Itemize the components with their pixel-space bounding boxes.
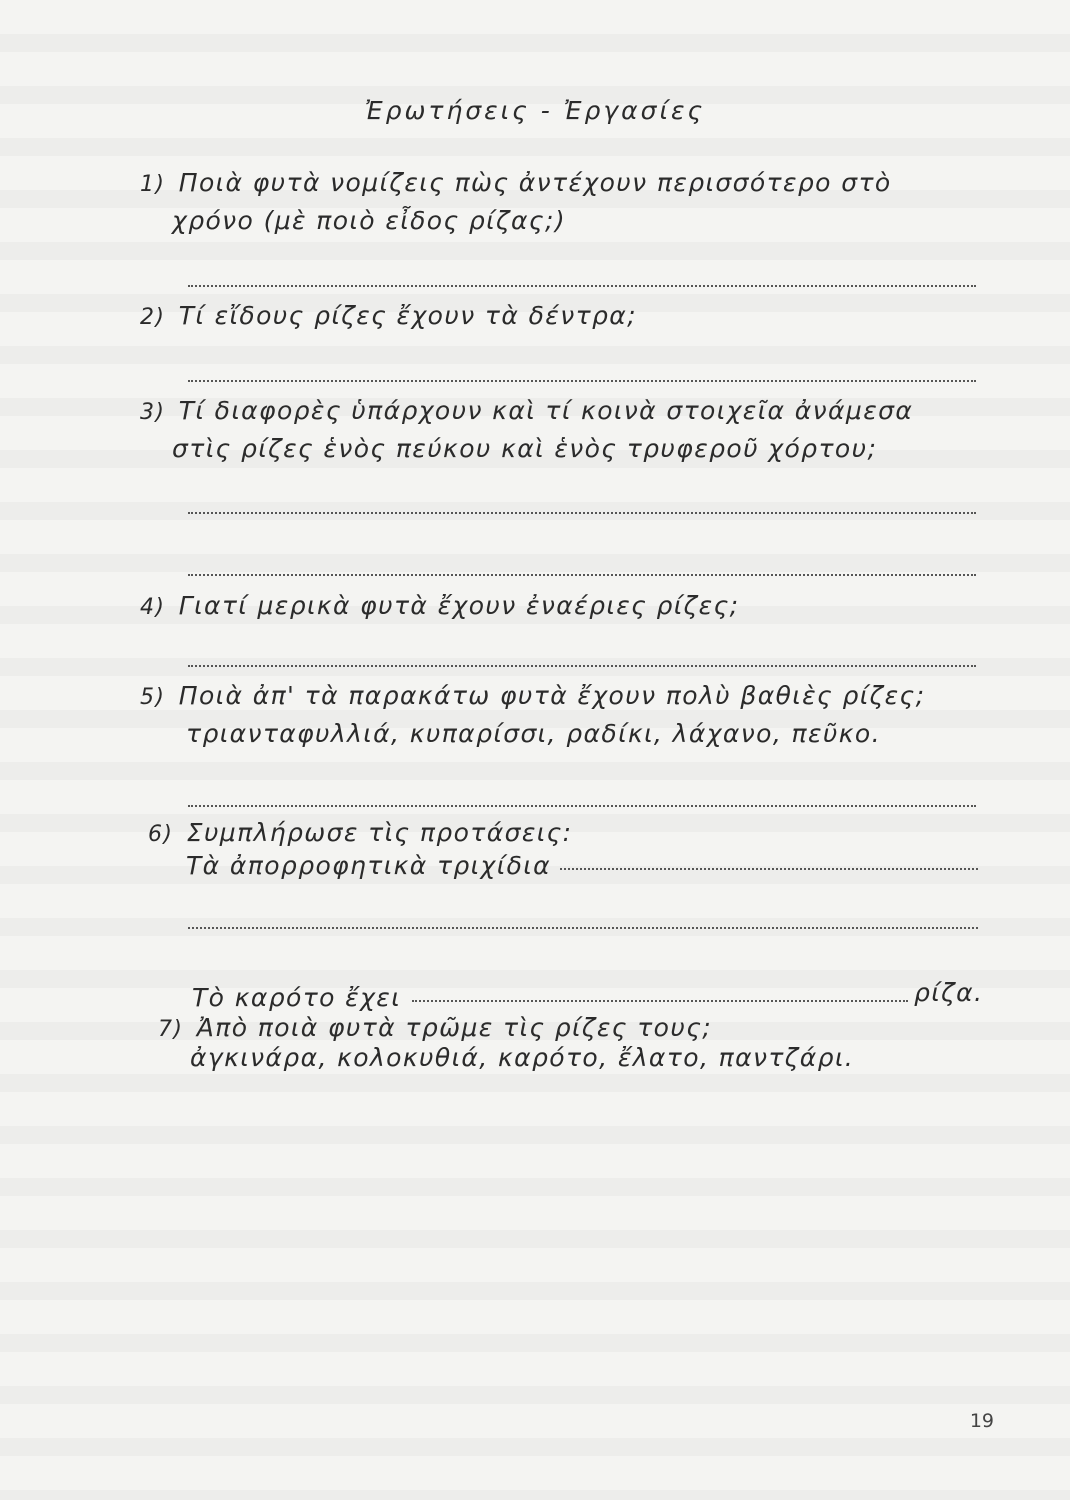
question-1-number: 1) (140, 172, 166, 197)
question-7-number: 7) (158, 1017, 184, 1042)
answer-line[interactable] (188, 512, 976, 514)
question-5-line-1 (140, 678, 925, 716)
question-5-text: Ποιὰ ἀπ' τὰ παρακάτω φυτὰ ἔχουν πολὺ βαθιὲς ρίζες; (178, 681, 926, 710)
question-1-text: Ποιὰ φυτὰ νομίζεις πὼς ἀντέχουν περισσότερο στὸ (178, 168, 892, 197)
page-number: 19 (969, 1410, 994, 1432)
fill-in-line[interactable] (412, 1000, 908, 1002)
question-6-line-3-end: ρίζα. (914, 978, 984, 1007)
question-3-line-2: στὶς ρίζες ἑνὸς πεύκου καὶ ἑνὸς τρυφεροῦ χόρτου; (172, 434, 878, 463)
question-5-line-2: τριανταφυλλιά, κυπαρίσσι, ραδίκι, λάχανο, πεῦκο. (186, 719, 881, 748)
fill-in-line[interactable] (560, 868, 978, 870)
question-7-text: Ἀπὸ ποιὰ φυτὰ τρῶμε τὶς ρίζες τους; (196, 1013, 713, 1042)
answer-line[interactable] (188, 380, 976, 382)
question-3-number: 3) (140, 400, 166, 425)
question-5-number: 5) (140, 685, 166, 710)
question-7-line-2: ἀγκινάρα, κολοκυθιά, καρότο, ἔλατο, παντζάρι. (190, 1043, 855, 1072)
page-title: Ἐρωτήσεις - Ἐργασίες (364, 96, 706, 125)
question-4-line-1 (140, 588, 739, 626)
question-3-line-1 (140, 393, 913, 431)
question-6-line-2: Τὰ ἀπορροφητικὰ τριχίδια (186, 851, 552, 880)
question-6-text: Συμπλήρωσε τὶς προτάσεις: (186, 818, 573, 847)
answer-line[interactable] (188, 574, 976, 576)
question-2-text: Τί εἴδους ρίζες ἔχουν τὰ δέντρα; (178, 301, 637, 330)
question-6-number: 6) (148, 822, 174, 847)
question-4-text: Γιατί μερικὰ φυτὰ ἔχουν ἐναέριες ρίζες; (178, 591, 740, 620)
question-1-line-1 (140, 165, 892, 203)
question-4-number: 4) (140, 595, 166, 620)
question-6-line-3: Τὸ καρότο ἔχει (192, 983, 402, 1012)
answer-line[interactable] (188, 665, 976, 667)
answer-line[interactable] (188, 285, 976, 287)
question-2-number: 2) (140, 305, 166, 330)
question-3-text: Τί διαφορὲς ὑπάρχουν καὶ τί κοινὰ στοιχεῖα ἀνάμεσα (178, 396, 914, 425)
answer-line[interactable] (188, 927, 978, 929)
answer-line[interactable] (188, 805, 976, 807)
question-2-line-1 (140, 298, 637, 336)
question-1-line-2: χρόνο (μὲ ποιὸ εἶδος ρίζας;) (172, 206, 566, 235)
